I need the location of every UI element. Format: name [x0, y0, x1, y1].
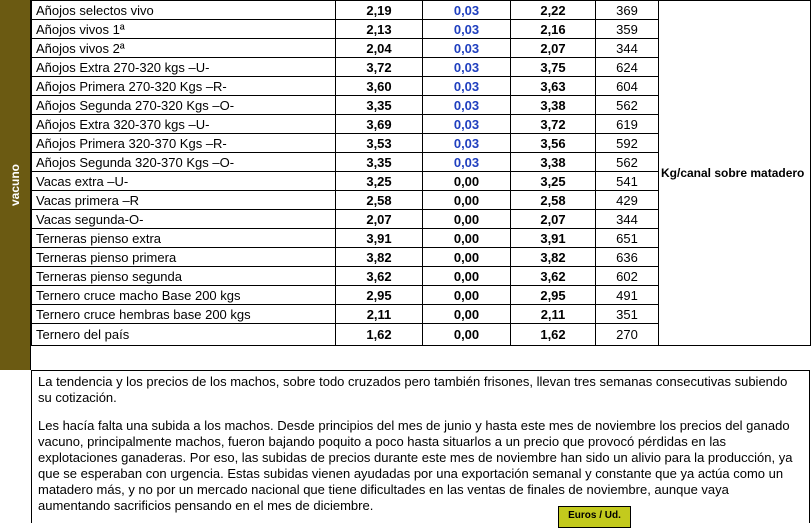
pesetas-cell: 602	[596, 267, 659, 286]
difference-cell: 0,03	[423, 77, 511, 96]
previous-price-cell: 3,53	[336, 134, 423, 153]
market-comment	[31, 370, 810, 523]
product-name-cell: Ternero del país	[32, 324, 336, 346]
pesetas-cell: 636	[596, 248, 659, 267]
difference-cell: 0,00	[423, 267, 511, 286]
comment-paragraph-2: Les hacía falta una subida a los machos. Desde principios del mes de junio y hasta este mes de noviembre los precios del ganado vacuno, principalmente machos, fueron bajando poquito a poco hasta situarlos a un precio que provocó pérdidas en las explotaciones ganaderas. Por eso, las subidas de precios durante este mes de noviembre han sido un alivio para la producción, ya que se esperaban con urgencia. Estas subidas vienen ayudadas por una exportación semanal y constante que ya actúa como un matadero más, y no por un mercado nacional que tiene dificultades en las ventas de finales de noviembre, aunque vaya aumentando sacrificios pensando en el mes de diciembre.	[38, 418, 793, 513]
pesetas-cell: 270	[596, 324, 659, 346]
product-name-cell: Añojos Primera 270-320 Kgs –R-	[32, 77, 336, 96]
difference-cell: 0,00	[423, 229, 511, 248]
current-price-cell: 2,22	[511, 1, 596, 20]
difference-cell: 0,03	[423, 20, 511, 39]
pesetas-cell: 491	[596, 286, 659, 305]
previous-price-cell: 2,13	[336, 20, 423, 39]
current-price-cell: 3,56	[511, 134, 596, 153]
difference-cell: 0,03	[423, 58, 511, 77]
difference-cell: 0,03	[423, 134, 511, 153]
pesetas-cell: 541	[596, 172, 659, 191]
difference-cell: 0,03	[423, 115, 511, 134]
previous-price-cell: 3,35	[336, 96, 423, 115]
current-price-cell: 2,11	[511, 305, 596, 324]
previous-price-cell: 2,95	[336, 286, 423, 305]
previous-price-cell: 2,58	[336, 191, 423, 210]
pesetas-cell: 344	[596, 39, 659, 58]
difference-cell: 0,00	[423, 305, 511, 324]
pesetas-cell: 624	[596, 58, 659, 77]
pesetas-cell: 429	[596, 191, 659, 210]
previous-price-cell: 3,69	[336, 115, 423, 134]
product-name-cell: Añojos Extra 270-320 kgs –U-	[32, 58, 336, 77]
difference-cell: 0,03	[423, 96, 511, 115]
current-price-cell: 3,91	[511, 229, 596, 248]
pesetas-cell: 562	[596, 153, 659, 172]
current-price-cell: 3,75	[511, 58, 596, 77]
pesetas-cell: 651	[596, 229, 659, 248]
previous-price-cell: 3,60	[336, 77, 423, 96]
previous-price-cell: 3,91	[336, 229, 423, 248]
product-name-cell: Terneras pienso primera	[32, 248, 336, 267]
product-name-cell: Vacas segunda-O-	[32, 210, 336, 229]
current-price-cell: 3,38	[511, 153, 596, 172]
previous-price-cell: 3,82	[336, 248, 423, 267]
product-name-cell: Terneras pienso extra	[32, 229, 336, 248]
current-price-cell: 1,62	[511, 324, 596, 346]
current-price-cell: 3,63	[511, 77, 596, 96]
difference-cell: 0,00	[423, 286, 511, 305]
difference-cell: 0,00	[423, 172, 511, 191]
product-name-cell: Añojos Primera 320-370 Kgs –R-	[32, 134, 336, 153]
current-price-cell: 2,95	[511, 286, 596, 305]
pesetas-cell: 351	[596, 305, 659, 324]
difference-cell: 0,00	[423, 248, 511, 267]
previous-price-cell: 2,11	[336, 305, 423, 324]
product-name-cell: Vacas extra –U-	[32, 172, 336, 191]
current-price-cell: 2,07	[511, 39, 596, 58]
previous-price-cell: 3,72	[336, 58, 423, 77]
category-label: vacuno	[8, 163, 22, 207]
current-price-cell: 2,58	[511, 191, 596, 210]
current-price-cell: 3,82	[511, 248, 596, 267]
product-name-cell: Añojos vivos 1ª	[32, 20, 336, 39]
pesetas-cell: 359	[596, 20, 659, 39]
previous-price-cell: 2,19	[336, 1, 423, 20]
pesetas-cell: 604	[596, 77, 659, 96]
difference-cell: 0,00	[423, 210, 511, 229]
product-name-cell: Añojos Segunda 270-320 Kgs –O-	[32, 96, 336, 115]
previous-price-cell: 1,62	[336, 324, 423, 346]
difference-cell: 0,00	[423, 324, 511, 346]
previous-price-cell: 3,25	[336, 172, 423, 191]
pesetas-cell: 344	[596, 210, 659, 229]
current-price-cell: 3,25	[511, 172, 596, 191]
product-name-cell: Añojos selectos vivo	[32, 1, 336, 20]
price-table	[31, 0, 811, 346]
previous-price-cell: 3,62	[336, 267, 423, 286]
euros-header: Euros / Ud.	[558, 506, 631, 528]
current-price-cell: 2,16	[511, 20, 596, 39]
product-name-cell: Añojos Extra 320-370 kgs –U-	[32, 115, 336, 134]
difference-cell: 0,00	[423, 191, 511, 210]
product-name-cell: Añojos vivos 2ª	[32, 39, 336, 58]
difference-cell: 0,03	[423, 153, 511, 172]
difference-cell: 0,03	[423, 1, 511, 20]
product-name-cell: Ternero cruce hembras base 200 kgs	[32, 305, 336, 324]
current-price-cell: 2,07	[511, 210, 596, 229]
previous-price-cell: 2,04	[336, 39, 423, 58]
previous-price-cell: 2,07	[336, 210, 423, 229]
pesetas-cell: 369	[596, 1, 659, 20]
unit-note: Kg/canal sobre matadero	[659, 1, 811, 346]
product-name-cell: Añojos Segunda 320-370 Kgs –O-	[32, 153, 336, 172]
previous-price-cell: 3,35	[336, 153, 423, 172]
product-name-cell: Ternero cruce macho Base 200 kgs	[32, 286, 336, 305]
current-price-cell: 3,38	[511, 96, 596, 115]
table-row	[32, 1, 811, 20]
product-name-cell: Vacas primera –R	[32, 191, 336, 210]
comment-paragraph-1: La tendencia y los precios de los machos, sobre todo cruzados pero también frisones, llevan tres semanas consecutivas subiendo su cotización.	[38, 374, 788, 405]
current-price-cell: 3,62	[511, 267, 596, 286]
difference-cell: 0,03	[423, 39, 511, 58]
category-sidebar	[0, 0, 31, 370]
pesetas-cell: 562	[596, 96, 659, 115]
product-name-cell: Terneras pienso segunda	[32, 267, 336, 286]
pesetas-cell: 592	[596, 134, 659, 153]
current-price-cell: 3,72	[511, 115, 596, 134]
pesetas-cell: 619	[596, 115, 659, 134]
